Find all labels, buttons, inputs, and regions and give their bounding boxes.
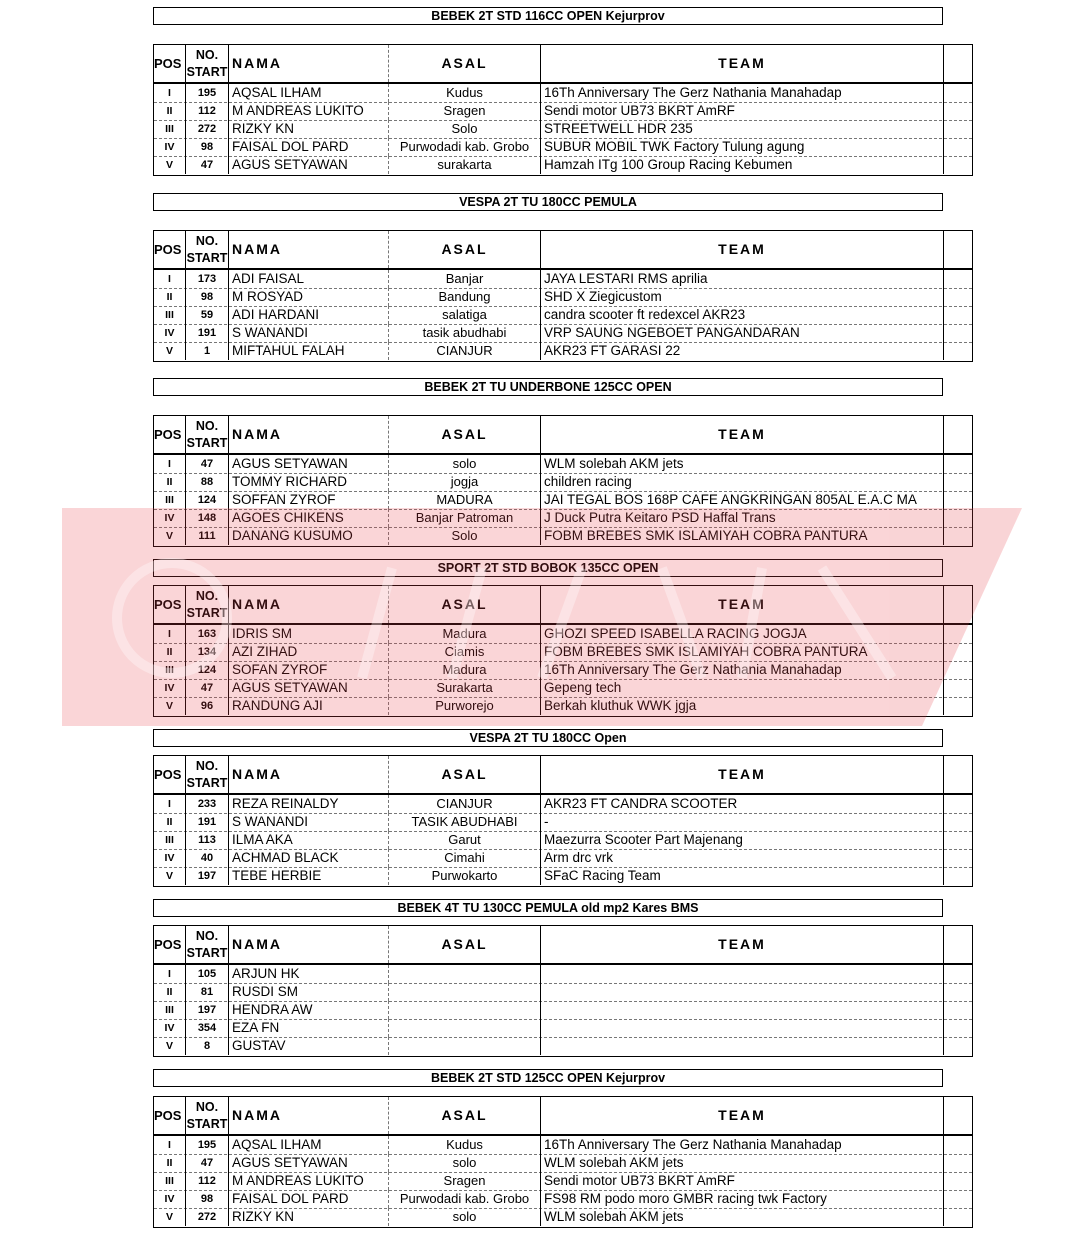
table-header: [154, 1097, 972, 1136]
cell-asal: [389, 1001, 541, 1019]
cell-nama: RANDUNG AJI: [229, 697, 389, 715]
results-table: [153, 755, 973, 887]
cell-nama: AGUS SETYAWAN: [229, 1154, 389, 1172]
cell-no-start: 124: [186, 661, 229, 679]
table-row: [154, 270, 972, 289]
cell-no-start: 191: [186, 813, 229, 831]
table-row: [154, 643, 972, 662]
cell-pos: II: [154, 643, 186, 661]
cell-asal: Madura: [389, 625, 541, 643]
table-row: [154, 102, 972, 121]
header-asal: ASAL: [389, 756, 541, 793]
cell-pos: II: [154, 813, 186, 831]
cell-team: VRP SAUNG NGEBOET PANGANDARAN: [541, 324, 944, 342]
cell-team: FOBM BREBES SMK ISLAMIYAH COBRA PANTURA: [541, 643, 944, 661]
section-title: BEBEK 2T TU UNDERBONE 125CC OPEN: [153, 378, 943, 396]
cell-pos: II: [154, 102, 186, 120]
header-pos: POS: [154, 926, 186, 963]
table-row: [154, 849, 972, 868]
cell-pos: III: [154, 491, 186, 509]
header-asal: ASAL: [389, 416, 541, 453]
cell-team: J Duck Putra Keitaro PSD Haffal Trans: [541, 509, 944, 527]
table-row: [154, 491, 972, 510]
cell-no-start: 105: [186, 965, 229, 983]
table-row: [154, 84, 972, 103]
cell-team: WLM solebah AKM jets: [541, 455, 944, 473]
cell-nama: ADI FAISAL: [229, 270, 389, 288]
cell-no-start: 272: [186, 1208, 229, 1226]
cell-asal: Kudus: [389, 1136, 541, 1154]
cell-no-start: 197: [186, 867, 229, 885]
cell-nama: S WANANDI: [229, 813, 389, 831]
cell-asal: Sragen: [389, 1172, 541, 1190]
section-title: BEBEK 4T TU 130CC PEMULA old mp2 Kares BMS: [153, 899, 943, 917]
cell-asal: TASIK ABUDHABI: [389, 813, 541, 831]
table-row: [154, 138, 972, 157]
cell-asal: solo: [389, 1154, 541, 1172]
results-table: [153, 415, 973, 547]
table-header: [154, 756, 972, 795]
table-row: [154, 661, 972, 680]
table-row: [154, 1172, 972, 1191]
cell-no-start: 88: [186, 473, 229, 491]
header-pos: POS: [154, 756, 186, 793]
cell-asal: Sragen: [389, 102, 541, 120]
table-row: [154, 509, 972, 528]
header-pos: POS: [154, 45, 186, 82]
cell-team: Hamzah ITg 100 Group Racing Kebumen: [541, 156, 944, 174]
cell-asal: Cimahi: [389, 849, 541, 867]
cell-team: SUBUR MOBIL TWK Factory Tulung agung: [541, 138, 944, 156]
table-row: [154, 455, 972, 474]
cell-pos: II: [154, 983, 186, 1001]
cell-asal: Kudus: [389, 84, 541, 102]
header-team: TEAM: [541, 231, 944, 268]
cell-team: AKR23 FT GARASI 22: [541, 342, 944, 360]
cell-asal: Bandung: [389, 288, 541, 306]
cell-team: AKR23 FT CANDRA SCOOTER: [541, 795, 944, 813]
cell-nama: AZI ZIHAD: [229, 643, 389, 661]
cell-pos: I: [154, 455, 186, 473]
table-row: [154, 1001, 972, 1020]
cell-asal: CIANJUR: [389, 342, 541, 360]
cell-pos: II: [154, 473, 186, 491]
table-row: [154, 983, 972, 1002]
section-title: BEBEK 2T STD 116CC OPEN Kejurprov: [153, 7, 943, 25]
table-header: [154, 586, 972, 625]
cell-pos: IV: [154, 509, 186, 527]
table-row: [154, 120, 972, 139]
header-asal: ASAL: [389, 231, 541, 268]
cell-asal: salatiga: [389, 306, 541, 324]
header-team: TEAM: [541, 45, 944, 82]
cell-pos: IV: [154, 138, 186, 156]
cell-no-start: 197: [186, 1001, 229, 1019]
cell-nama: EZA FN: [229, 1019, 389, 1037]
cell-no-start: 195: [186, 1136, 229, 1154]
cell-asal: Purwodadi kab. Grobo: [389, 138, 541, 156]
cell-pos: IV: [154, 1190, 186, 1208]
cell-no-start: 98: [186, 1190, 229, 1208]
cell-no-start: 47: [186, 679, 229, 697]
section-title: SPORT 2T STD BOBOK 135CC OPEN: [153, 559, 943, 577]
header-asal: ASAL: [389, 926, 541, 963]
results-table: [153, 230, 973, 362]
table-row: [154, 1190, 972, 1209]
section-title: VESPA 2T TU 180CC Open: [153, 729, 943, 747]
cell-asal: surakarta: [389, 156, 541, 174]
header-nama: NAMA: [229, 231, 389, 268]
cell-team: Arm drc vrk: [541, 849, 944, 867]
cell-team: [541, 1019, 944, 1037]
cell-asal: Banjar Patroman: [389, 509, 541, 527]
cell-nama: RUSDI SM: [229, 983, 389, 1001]
results-table: [153, 925, 973, 1057]
cell-pos: III: [154, 1001, 186, 1019]
cell-asal: Purworejo: [389, 697, 541, 715]
cell-pos: III: [154, 831, 186, 849]
cell-asal: Purwodadi kab. Grobo: [389, 1190, 541, 1208]
cell-asal: [389, 1019, 541, 1037]
cell-team: 16Th Anniversary The Gerz Nathania Manahadap: [541, 1136, 944, 1154]
table-header: [154, 416, 972, 455]
table-row: [154, 795, 972, 814]
cell-nama: AGUS SETYAWAN: [229, 455, 389, 473]
cell-nama: HENDRA AW: [229, 1001, 389, 1019]
table-row: [154, 867, 972, 885]
cell-asal: solo: [389, 455, 541, 473]
cell-pos: V: [154, 156, 186, 174]
table-row: [154, 473, 972, 492]
header-pos: POS: [154, 416, 186, 453]
header-nama: NAMA: [229, 1097, 389, 1134]
header-team: TEAM: [541, 1097, 944, 1134]
header-no-start: NO. START: [186, 416, 229, 453]
results-table: [153, 585, 973, 717]
cell-pos: V: [154, 1208, 186, 1226]
cell-asal: Solo: [389, 527, 541, 545]
cell-no-start: 113: [186, 831, 229, 849]
cell-team: JAI TEGAL BOS 168P CAFE ANGKRINGAN 805AL E.A.C MA: [541, 491, 944, 509]
header-no-start: NO. START: [186, 1097, 229, 1134]
table-row: [154, 156, 972, 174]
table-row: [154, 324, 972, 343]
cell-no-start: 163: [186, 625, 229, 643]
cell-asal: tasik abudhabi: [389, 324, 541, 342]
cell-asal: [389, 1037, 541, 1055]
table-header: [154, 231, 972, 270]
table-row: [154, 697, 972, 715]
table-header: [154, 926, 972, 965]
header-no-start: NO. START: [186, 231, 229, 268]
table-row: [154, 1019, 972, 1038]
cell-nama: AGUS SETYAWAN: [229, 156, 389, 174]
cell-asal: Madura: [389, 661, 541, 679]
cell-pos: III: [154, 661, 186, 679]
cell-pos: III: [154, 1172, 186, 1190]
cell-nama: GUSTAV: [229, 1037, 389, 1055]
cell-team: 16Th Anniversary The Gerz Nathania Manahadap: [541, 661, 944, 679]
cell-team: WLM solebah AKM jets: [541, 1208, 944, 1226]
cell-asal: Banjar: [389, 270, 541, 288]
cell-team: -: [541, 813, 944, 831]
table-row: [154, 1136, 972, 1155]
cell-team: FOBM BREBES SMK ISLAMIYAH COBRA PANTURA: [541, 527, 944, 545]
cell-asal: [389, 983, 541, 1001]
cell-nama: ACHMAD BLACK: [229, 849, 389, 867]
table-row: [154, 288, 972, 307]
cell-team: JAYA LESTARI RMS aprilia: [541, 270, 944, 288]
cell-team: STREETWELL HDR 235: [541, 120, 944, 138]
cell-nama: DANANG KUSUMO: [229, 527, 389, 545]
cell-nama: ARJUN HK: [229, 965, 389, 983]
cell-nama: SOFAN ZYROF: [229, 661, 389, 679]
section-title: BEBEK 2T STD 125CC OPEN Kejurprov: [153, 1069, 943, 1087]
section-title: VESPA 2T TU 180CC PEMULA: [153, 193, 943, 211]
cell-pos: I: [154, 84, 186, 102]
cell-no-start: 96: [186, 697, 229, 715]
cell-nama: REZA REINALDY: [229, 795, 389, 813]
cell-nama: S WANANDI: [229, 324, 389, 342]
cell-pos: V: [154, 527, 186, 545]
cell-asal: jogja: [389, 473, 541, 491]
header-team: TEAM: [541, 926, 944, 963]
cell-no-start: 98: [186, 288, 229, 306]
cell-team: [541, 1001, 944, 1019]
cell-team: SFaC Racing Team: [541, 867, 944, 885]
cell-nama: AQSAL ILHAM: [229, 84, 389, 102]
cell-team: candra scooter ft redexcel AKR23: [541, 306, 944, 324]
table-row: [154, 1154, 972, 1173]
cell-nama: MIFTAHUL FALAH: [229, 342, 389, 360]
cell-pos: II: [154, 288, 186, 306]
cell-nama: TOMMY RICHARD: [229, 473, 389, 491]
cell-pos: IV: [154, 849, 186, 867]
cell-team: 16Th Anniversary The Gerz Nathania Manahadap: [541, 84, 944, 102]
cell-no-start: 134: [186, 643, 229, 661]
header-no-start: NO. START: [186, 45, 229, 82]
cell-nama: AGOES CHIKENS: [229, 509, 389, 527]
cell-team: Berkah kluthuk WWK jgja: [541, 697, 944, 715]
header-nama: NAMA: [229, 926, 389, 963]
cell-nama: AGUS SETYAWAN: [229, 679, 389, 697]
header-team: TEAM: [541, 586, 944, 623]
cell-nama: ADI HARDANI: [229, 306, 389, 324]
cell-asal: CIANJUR: [389, 795, 541, 813]
cell-no-start: 233: [186, 795, 229, 813]
cell-pos: V: [154, 1037, 186, 1055]
cell-pos: V: [154, 697, 186, 715]
header-pos: POS: [154, 1097, 186, 1134]
cell-no-start: 111: [186, 527, 229, 545]
cell-nama: RIZKY KN: [229, 1208, 389, 1226]
cell-pos: V: [154, 342, 186, 360]
cell-pos: V: [154, 867, 186, 885]
cell-asal: Ciamis: [389, 643, 541, 661]
results-table: [153, 44, 973, 176]
cell-pos: IV: [154, 1019, 186, 1037]
cell-asal: [389, 965, 541, 983]
table-row: [154, 1208, 972, 1226]
table-row: [154, 831, 972, 850]
cell-pos: IV: [154, 324, 186, 342]
cell-asal: MADURA: [389, 491, 541, 509]
cell-team: GHOZI SPEED ISABELLA RACING JOGJA: [541, 625, 944, 643]
cell-nama: FAISAL DOL PARD: [229, 1190, 389, 1208]
cell-no-start: 272: [186, 120, 229, 138]
cell-pos: III: [154, 120, 186, 138]
cell-no-start: 354: [186, 1019, 229, 1037]
cell-no-start: 40: [186, 849, 229, 867]
cell-no-start: 81: [186, 983, 229, 1001]
cell-pos: I: [154, 625, 186, 643]
cell-no-start: 124: [186, 491, 229, 509]
header-asal: ASAL: [389, 1097, 541, 1134]
cell-nama: SOFFAN ZYROF: [229, 491, 389, 509]
results-table: [153, 1096, 973, 1228]
cell-no-start: 1: [186, 342, 229, 360]
header-nama: NAMA: [229, 756, 389, 793]
cell-asal: Surakarta: [389, 679, 541, 697]
cell-pos: IV: [154, 679, 186, 697]
cell-pos: III: [154, 306, 186, 324]
header-nama: NAMA: [229, 416, 389, 453]
table-row: [154, 965, 972, 984]
header-pos: POS: [154, 586, 186, 623]
table-row: [154, 679, 972, 698]
cell-team: WLM solebah AKM jets: [541, 1154, 944, 1172]
cell-nama: FAISAL DOL PARD: [229, 138, 389, 156]
header-nama: NAMA: [229, 586, 389, 623]
cell-team: [541, 1037, 944, 1055]
cell-asal: Solo: [389, 120, 541, 138]
cell-pos: I: [154, 795, 186, 813]
table-row: [154, 625, 972, 644]
cell-pos: II: [154, 1154, 186, 1172]
cell-team: [541, 983, 944, 1001]
cell-no-start: 195: [186, 84, 229, 102]
cell-nama: AQSAL ILHAM: [229, 1136, 389, 1154]
header-team: TEAM: [541, 756, 944, 793]
table-header: [154, 45, 972, 84]
header-no-start: NO. START: [186, 586, 229, 623]
header-pos: POS: [154, 231, 186, 268]
cell-nama: M ANDREAS LUKITO: [229, 102, 389, 120]
header-no-start: NO. START: [186, 756, 229, 793]
cell-nama: M ANDREAS LUKITO: [229, 1172, 389, 1190]
cell-no-start: 98: [186, 138, 229, 156]
header-nama: NAMA: [229, 45, 389, 82]
table-row: [154, 1037, 972, 1055]
cell-no-start: 47: [186, 156, 229, 174]
cell-team: Maezurra Scooter Part Majenang: [541, 831, 944, 849]
cell-team: FS98 RM podo moro GMBR racing twk Factory: [541, 1190, 944, 1208]
cell-team: Sendi motor UB73 BKRT AmRF: [541, 102, 944, 120]
cell-nama: TEBE HERBIE: [229, 867, 389, 885]
cell-no-start: 47: [186, 455, 229, 473]
cell-no-start: 173: [186, 270, 229, 288]
cell-team: [541, 965, 944, 983]
cell-team: Sendi motor UB73 BKRT AmRF: [541, 1172, 944, 1190]
header-asal: ASAL: [389, 586, 541, 623]
cell-pos: I: [154, 965, 186, 983]
table-row: [154, 813, 972, 832]
cell-nama: M ROSYAD: [229, 288, 389, 306]
cell-team: SHD X Ziegicustom: [541, 288, 944, 306]
table-row: [154, 342, 972, 360]
header-asal: ASAL: [389, 45, 541, 82]
cell-asal: solo: [389, 1208, 541, 1226]
cell-pos: I: [154, 270, 186, 288]
table-row: [154, 527, 972, 545]
cell-no-start: 47: [186, 1154, 229, 1172]
cell-team: Gepeng tech: [541, 679, 944, 697]
cell-no-start: 191: [186, 324, 229, 342]
cell-no-start: 112: [186, 102, 229, 120]
table-row: [154, 306, 972, 325]
cell-team: children racing: [541, 473, 944, 491]
cell-nama: ILMA AKA: [229, 831, 389, 849]
cell-pos: I: [154, 1136, 186, 1154]
cell-asal: Purwokarto: [389, 867, 541, 885]
cell-asal: Garut: [389, 831, 541, 849]
cell-nama: IDRIS SM: [229, 625, 389, 643]
header-no-start: NO. START: [186, 926, 229, 963]
cell-no-start: 112: [186, 1172, 229, 1190]
cell-no-start: 8: [186, 1037, 229, 1055]
cell-no-start: 59: [186, 306, 229, 324]
cell-no-start: 148: [186, 509, 229, 527]
cell-nama: RIZKY KN: [229, 120, 389, 138]
header-team: TEAM: [541, 416, 944, 453]
